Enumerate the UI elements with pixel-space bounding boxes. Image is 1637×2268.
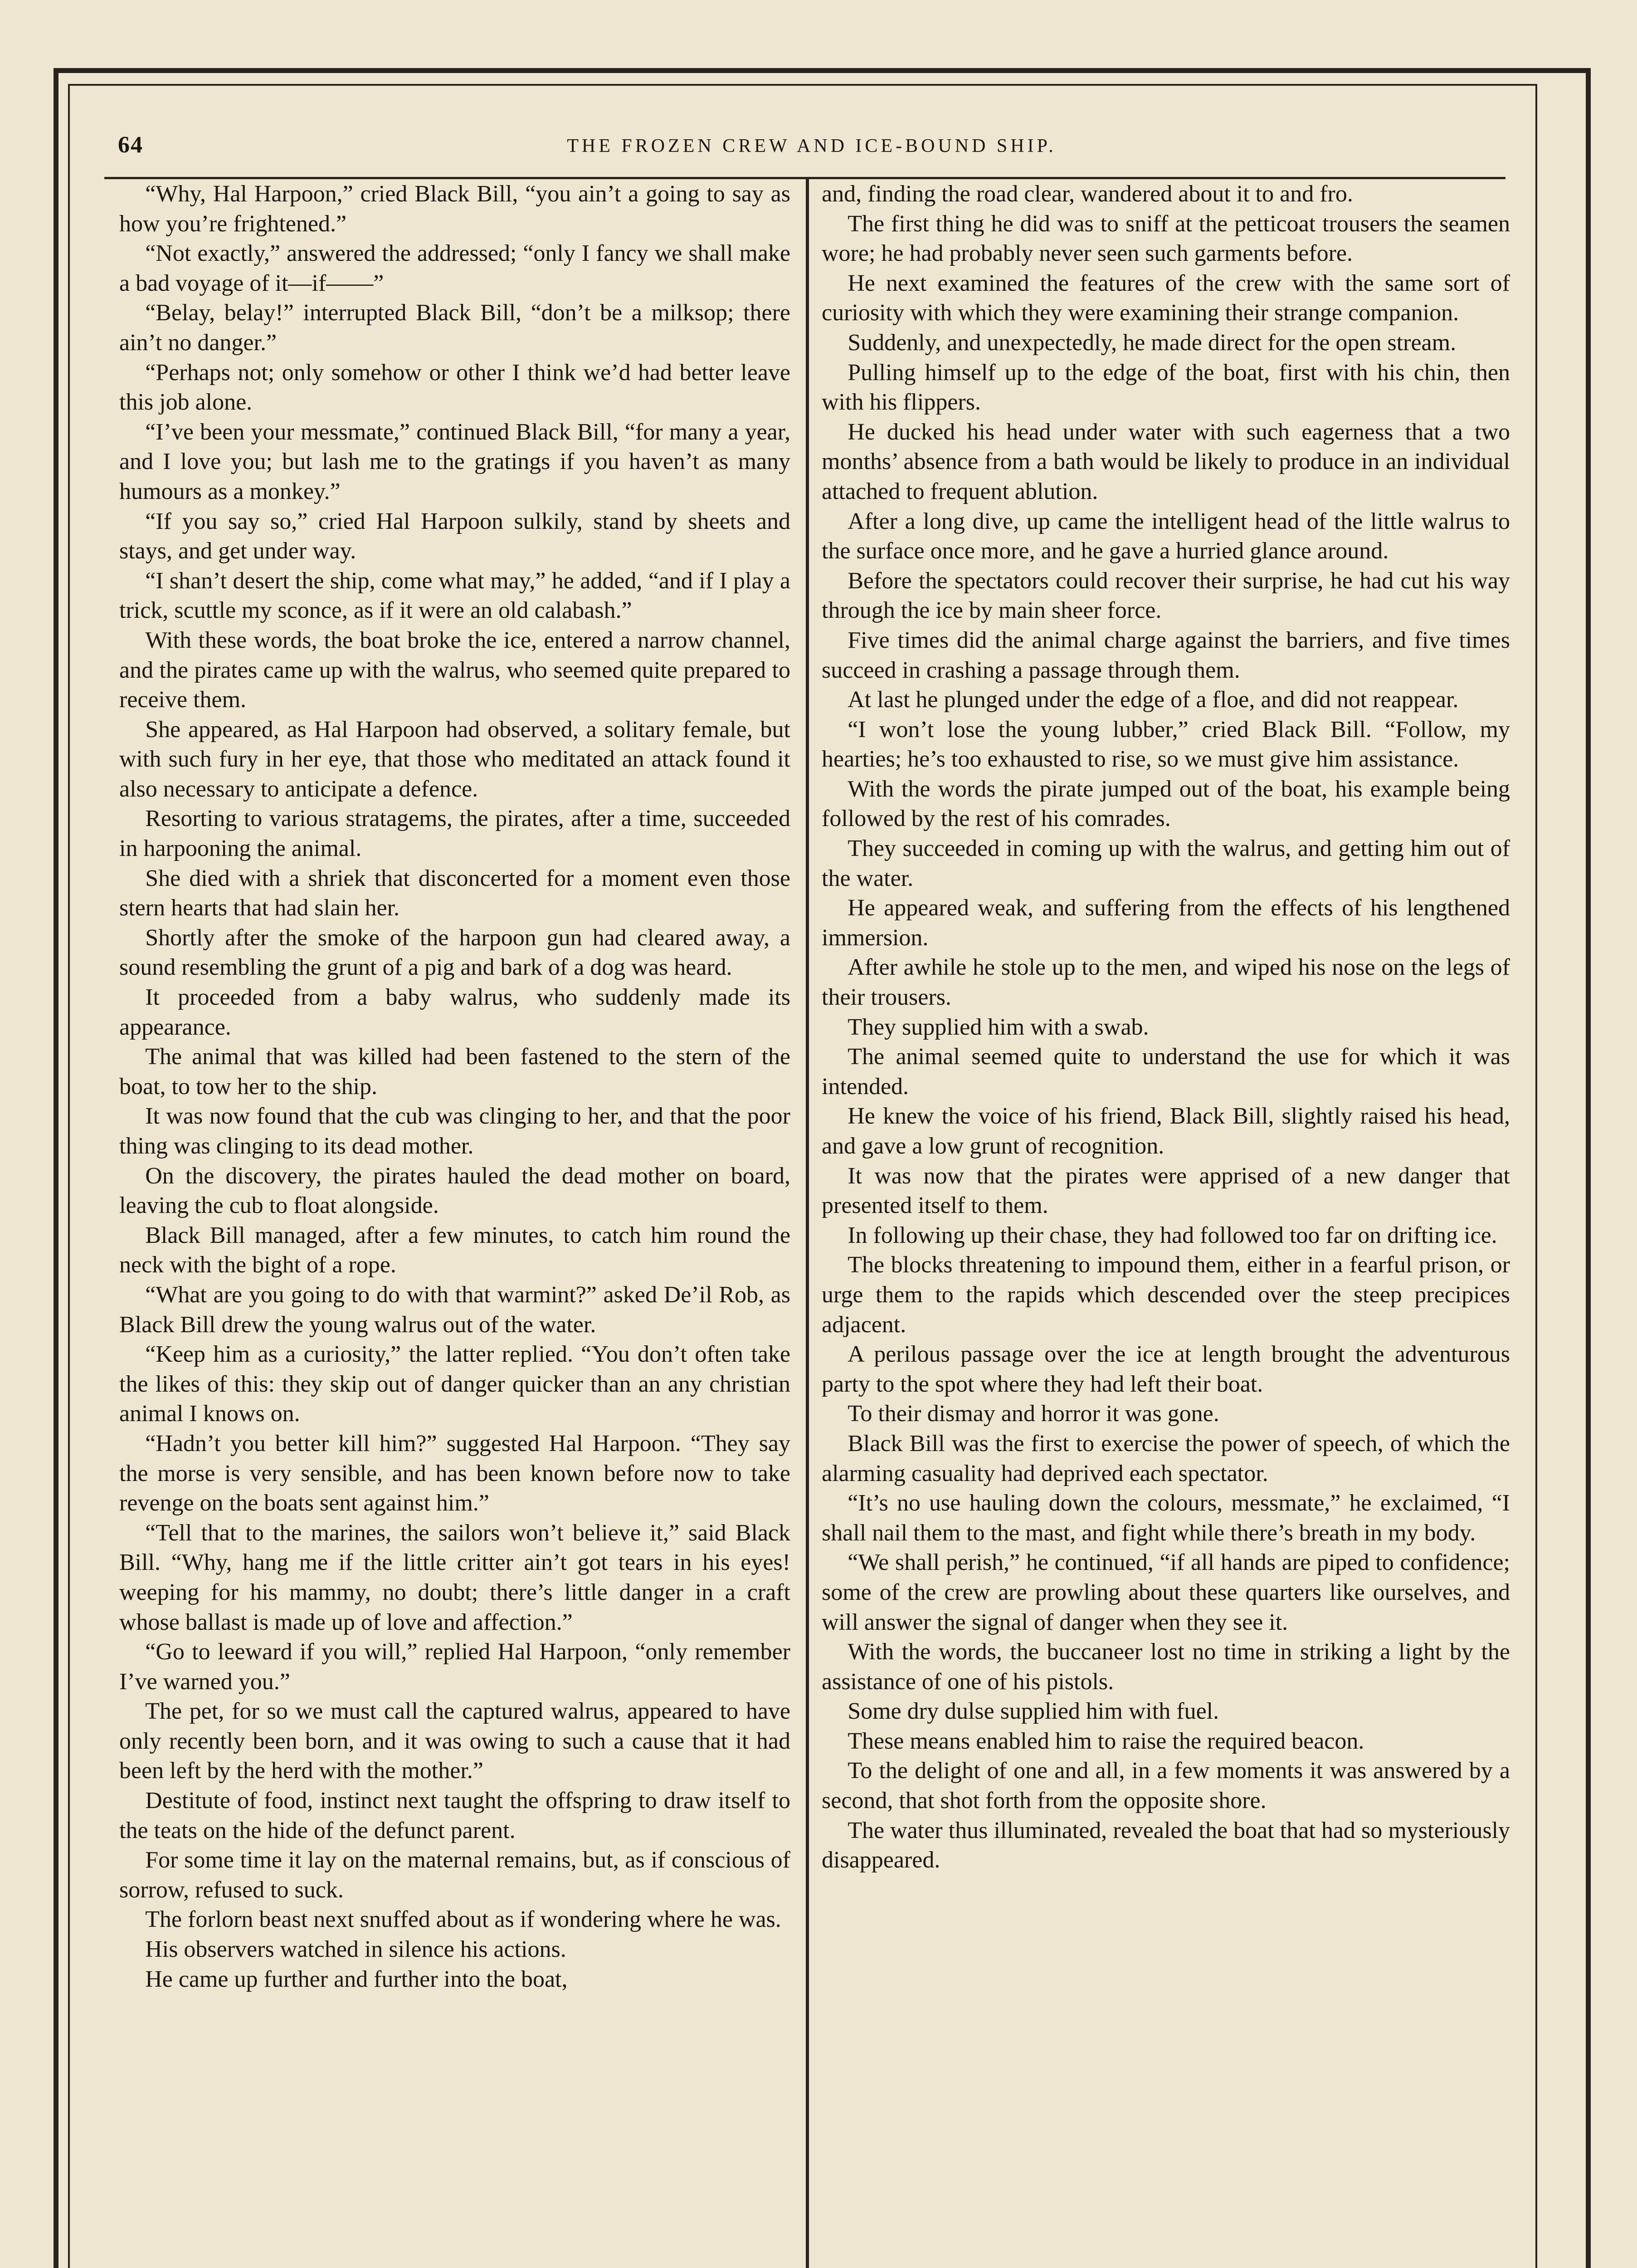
paragraph: They succeeded in coming up with the walrus, and getting him out of the water. xyxy=(822,836,1510,891)
paragraph: The blocks threatening to impound them, either in a fearful prison, or urge them to the rapids which descended over the steep precipices adjacent. xyxy=(822,1252,1510,1338)
paragraph: For some time it lay on the maternal remains, but, as if conscious of sorrow, refused to suck. xyxy=(119,1847,790,1903)
paragraph: With the words the pirate jumped out of the boat, his example being followed by the rest of his comrades. xyxy=(822,776,1510,832)
paragraph: A perilous passage over the ice at length brought the adventurous party to the spot where they had left their boat. xyxy=(822,1341,1510,1397)
paragraph: Black Bill was the first to exercise the power of speech, of which the alarming casuality had deprived each spectator. xyxy=(822,1430,1510,1486)
paragraph: “Perhaps not; only somehow or other I think we’d had better leave this job alone. xyxy=(119,359,790,415)
paragraph: “Keep him as a curiosity,” the latter replied. “You don’t often take the likes of this: they skip out of danger quicker than an any christian animal I knows on. xyxy=(119,1341,790,1427)
paragraph: Pulling himself up to the edge of the boat, first with his chin, then with his flippers. xyxy=(822,359,1510,415)
paragraph: The first thing he did was to sniff at the petticoat trousers the seamen wore; he had probably never seen such garments before. xyxy=(822,210,1510,267)
paragraph: “Tell that to the marines, the sailors won’t believe it,” said Black Bill. “Why, hang me if the little critter ain’t got tears in his eyes! weeping for his mammy, no doubt; there’s little danger in a craft whose ballast is made up of love and affection.” xyxy=(119,1520,790,1635)
paragraph: “I won’t lose the young lubber,” cried Black Bill. “Follow, my hearties; he’s too exhausted to rise, so we must give him assistance. xyxy=(822,716,1510,772)
paragraph: The pet, for so we must call the captured walrus, appeared to have only recently been born, and it was owing to such a cause that it had been left by the herd with the mother.” xyxy=(119,1698,790,1784)
paragraph: They supplied him with a swab. xyxy=(848,1014,1149,1040)
page-header xyxy=(118,122,1505,172)
paragraph: “I shan’t desert the ship, come what may,” he added, “and if I play a trick, scuttle my sconce, as if it were an old calabash.” xyxy=(119,567,790,624)
paragraph: The water thus illuminated, revealed the boat that had so mysteriously disappeared. xyxy=(822,1817,1510,1873)
paragraph: Resorting to various stratagems, the pirates, after a time, succeeded in harpooning the animal. xyxy=(119,806,790,862)
paragraph: On the discovery, the pirates hauled the dead mother on board, leaving the cub to float alongside. xyxy=(119,1163,790,1219)
paragraph: It was now that the pirates were apprised of a new danger that presented itself to them. xyxy=(822,1163,1510,1219)
paragraph: Destitute of food, instinct next taught the offspring to draw itself to the teats on the hide of the defunct parent. xyxy=(119,1788,790,1843)
paragraph: It proceeded from a baby walrus, who suddenly made its appearance. xyxy=(119,984,790,1040)
paragraph: “It’s no use hauling down the colours, messmate,” he exclaimed, “I shall nail them to the mast, and fight while there’s breath in my body. xyxy=(822,1490,1510,1546)
paragraph: She appeared, as Hal Harpoon had observed, a solitary female, but with such fury in her eye, that those who meditated an attack found it also necessary to anticipate a defence. xyxy=(119,716,790,802)
right-column xyxy=(822,179,1510,1875)
paragraph: He ducked his head under water with such eagerness that a two months’ absence from a bath would be likely to produce in an individual attached to frequent ablution. xyxy=(822,419,1510,504)
paragraph: Before the spectators could recover their surprise, he had cut his way through the ice by main sheer force. xyxy=(822,567,1510,624)
paragraph: “Hadn’t you better kill him?” suggested Hal Harpoon. “They say the morse is very sensible, and has been known before now to take revenge on the boats sent against him.” xyxy=(119,1430,790,1516)
left-column xyxy=(119,179,790,1994)
paragraph: “Not exactly,” answered the addressed; “only I fancy we shall make a bad voyage of it—if——” xyxy=(119,240,790,296)
paragraph: It was now found that the cub was clinging to her, and that the poor thing was clinging to its dead mother. xyxy=(119,1103,790,1159)
paragraph: “What are you going to do with that warmint?” asked De’il Rob, as Black Bill drew the young walrus out of the water. xyxy=(119,1281,790,1338)
paragraph: “If you say so,” cried Hal Harpoon sulkily, stand by sheets and stays, and get under way. xyxy=(119,508,790,564)
paragraph: In following up their chase, they had followed too far on drifting ice. xyxy=(848,1222,1497,1248)
paragraph: With these words, the boat broke the ice, entered a narrow channel, and the pirates came up with the walrus, who seemed quite prepared to receive them. xyxy=(119,627,790,713)
paragraph: He next examined the features of the crew with the same sort of curiosity with which they were examining their strange companion. xyxy=(822,270,1510,326)
paragraph: He came up further and further into the boat, xyxy=(145,1966,568,1992)
paragraph: Five times did the animal charge against the barriers, and five times succeed in crashing a passage through them. xyxy=(822,627,1510,683)
paragraph: He knew the voice of his friend, Black Bill, slightly raised his head, and gave a low grunt of recognition. xyxy=(822,1103,1510,1159)
paragraph: At last he plunged under the edge of a floe, and did not reappear. xyxy=(848,687,1459,713)
page-number: 64 xyxy=(118,132,143,158)
paragraph: The forlorn beast next snuffed about as if wondering where he was. xyxy=(145,1906,781,1933)
paragraph: To their dismay and horror it was gone. xyxy=(848,1401,1219,1427)
paragraph: Some dry dulse supplied him with fuel. xyxy=(848,1698,1219,1725)
paragraph: Suddenly, and unexpectedly, he made direct for the open stream. xyxy=(848,329,1457,356)
paragraph: After awhile he stole up to the men, and wiped his nose on the legs of their trousers. xyxy=(822,954,1510,1011)
paragraph: “I’ve been your messmate,” continued Black Bill, “for many a year, and I love you; but lash me to the gratings if you haven’t as many humours as a monkey.” xyxy=(119,419,790,504)
paragraph: “We shall perish,” he continued, “if all hands are piped to confidence; some of the crew are prowling about these quarters like ourselves, and will answer the signal of danger when they see it. xyxy=(822,1549,1510,1635)
paragraph: The animal that was killed had been fastened to the stern of the boat, to tow her to the ship. xyxy=(119,1044,790,1100)
paragraph: “Belay, belay!” interrupted Black Bill, “don’t be a milksop; there ain’t no danger.” xyxy=(119,300,790,356)
paragraph: She died with a shriek that disconcerted for a moment even those stern hearts that had slain her. xyxy=(119,865,790,921)
paragraph: Black Bill managed, after a few minutes, to catch him round the neck with the bight of a rope. xyxy=(119,1222,790,1278)
paragraph: Shortly after the smoke of the harpoon gun had cleared away, a sound resembling the grunt of a pig and bark of a dog was heard. xyxy=(119,924,790,981)
paragraph: After a long dive, up came the intelligent head of the little walrus to the surface once more, and he gave a hurried glance around. xyxy=(822,508,1510,564)
paragraph: With the words, the buccaneer lost no time in striking a light by the assistance of one of his pistols. xyxy=(822,1639,1510,1695)
paragraph: He appeared weak, and suffering from the effects of his lengthened immersion. xyxy=(822,895,1510,951)
paragraph: His observers watched in silence his actions. xyxy=(145,1936,566,1963)
paragraph: To the delight of one and all, in a few moments it was answered by a second, that shot forth from the opposite shore. xyxy=(822,1758,1510,1814)
paragraph: and, finding the road clear, wandered about it to and fro. xyxy=(822,181,1353,207)
column-divider xyxy=(806,177,809,2268)
paragraph: These means enabled him to raise the required beacon. xyxy=(848,1728,1364,1754)
paragraph: “Why, Hal Harpoon,” cried Black Bill, “you ain’t a going to say as how you’re frightened.” xyxy=(119,181,790,237)
paragraph: “Go to leeward if you will,” replied Hal Harpoon, “only remember I’ve warned you.” xyxy=(119,1639,790,1695)
running-title: THE FROZEN CREW AND ICE-BOUND SHIP. xyxy=(567,136,1057,156)
paragraph: The animal seemed quite to understand the use for which it was intended. xyxy=(822,1044,1510,1100)
